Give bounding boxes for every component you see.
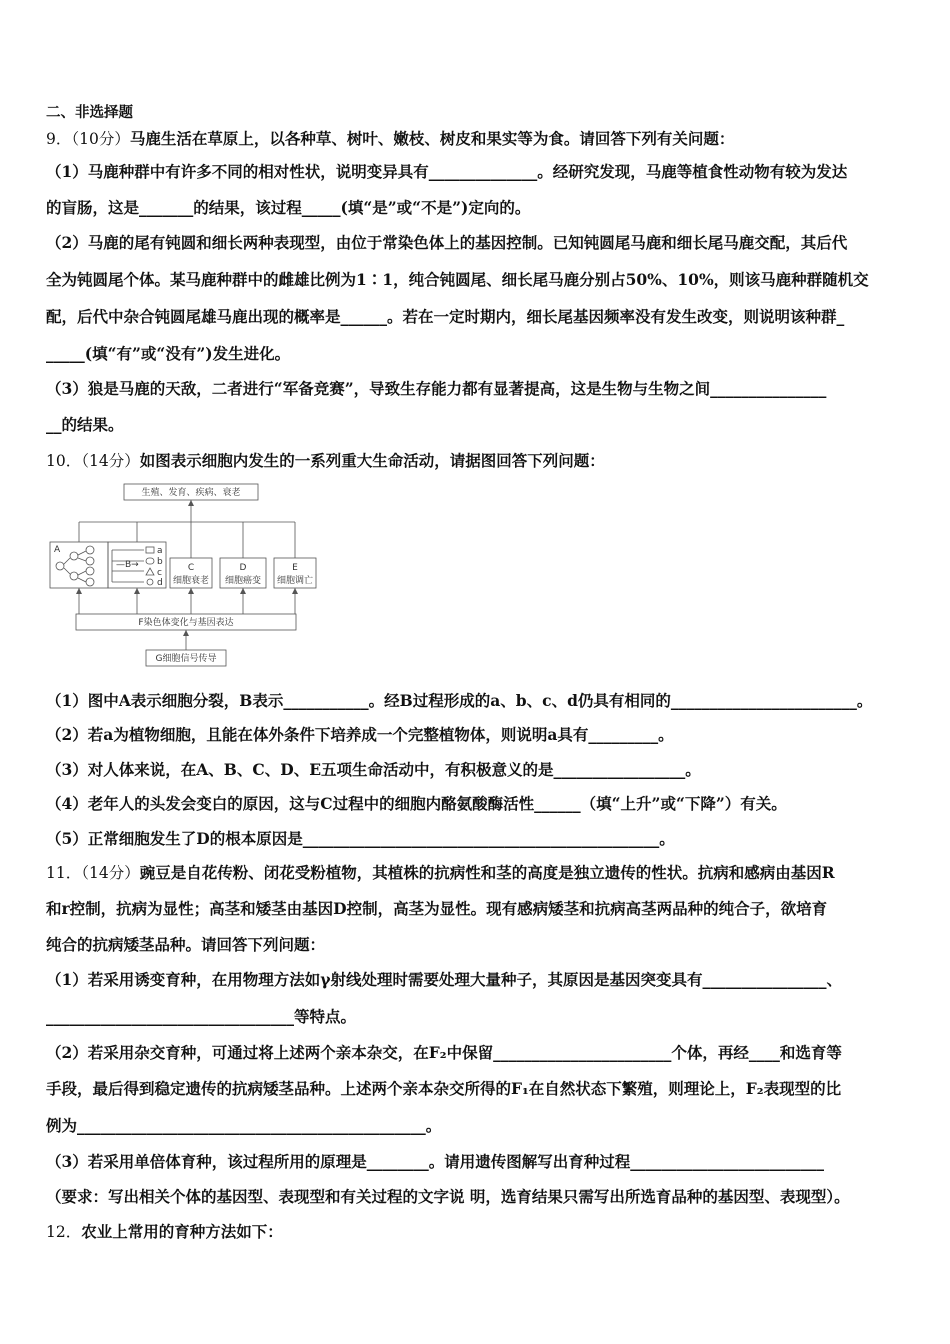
q11-intro-line3: 纯合的抗病矮茎品种。请回答下列问题： — [46, 935, 326, 954]
label-c-letter: C — [187, 563, 195, 573]
label-e-letter: E — [292, 563, 298, 573]
top-outcome-label: 生殖、发育、疾病、衰老 — [141, 488, 241, 498]
q9-part2-line1: （2）马鹿的尾有钝圆和细长两种表现型，由位于常染色体上的基因控制。已知钝圆尾马鹿和细长尾马鹿交配，其后代 — [46, 233, 848, 252]
label-d-letter: D — [239, 563, 247, 573]
q9-part3-line1: （3）狼是马鹿的天敌，二者进行“军备竞赛”，导致生存能力都有显著提高，这是生物与生物之间_______________ — [46, 379, 827, 398]
q9-part1-line2: 的盲肠，这是_______的结果，该过程_____(填“是”或“不是”)定向的。 — [46, 198, 531, 217]
q10-part2: （2）若a为植物细胞，且能在体外条件下培养成一个完整植物体，则说明a具有_________。 — [46, 725, 674, 744]
question-score: （10分） — [71, 130, 130, 148]
q11-part2-line1: （2）若采用杂交育种，可通过将上述两个亲本杂交，在F₂中保留_______________________个体，再经____和选育等 — [46, 1043, 842, 1062]
section-heading: 二、非选择题 — [46, 104, 133, 121]
question-number: 9． — [46, 130, 72, 148]
q11-part1-line2: ________________________________等特点。 — [46, 1007, 357, 1026]
q9-part2-line2: 全为钝圆尾个体。某马鹿种群中的雌雄比例为1∶1，纯合钝圆尾、细长尾马鹿分别占50%、10%，则该马鹿种群随机交 — [46, 270, 869, 289]
q10-part1: （1）图中A表示细胞分裂，B表示___________。经B过程形成的a、b、c、d仍具有相同的________________________。 — [46, 691, 873, 710]
q9-part3-line2: __的结果。 — [46, 415, 124, 434]
label-a-process: A — [54, 545, 61, 555]
label-d-cancer: 细胞癌变 — [224, 576, 262, 586]
question-score: （14分） — [81, 452, 140, 470]
question-11-intro — [46, 862, 835, 884]
question-12-intro — [46, 1221, 283, 1243]
q10-part3: （3）对人体来说，在A、B、C、D、E五项生命活动中，有积极意义的是_________________。 — [46, 760, 701, 779]
cell-b-label: b — [157, 557, 163, 567]
question-text: 农业上常用的育种方法如下： — [81, 1222, 283, 1241]
label-b-process: —B→ — [116, 560, 139, 570]
q11-part2-line3: 例为_____________________________________________。 — [46, 1116, 442, 1135]
q11-part3-line1: （3）若采用单倍体育种，该过程所用的原理是________。请用遗传图解写出育种过程_________________________ — [46, 1152, 825, 1171]
question-text: 如图表示细胞内发生的一系列重大生命活动，请据图回答下列问题： — [139, 451, 605, 470]
cell-life-activities-diagram — [46, 480, 314, 670]
label-f-gene-expression: F染色体变化与基因表达 — [138, 618, 234, 628]
question-text: 马鹿生活在草原上，以各种草、树叶、嫩枝、树皮和果实等为食。请回答下列有关问题： — [129, 129, 735, 148]
question-number: 12． — [46, 1223, 82, 1241]
question-number: 10． — [46, 452, 82, 470]
q11-part1-line1: （1）若采用诱变育种，在用物理方法如γ射线处理时需要处理大量种子，其原因是基因突变具有________________、 — [46, 970, 843, 989]
q11-part3-line2: （要求：写出相关个体的基因型、表现型和有关过程的文字说 明，选育结果只需写出所选育品种的基因型、表现型）。 — [46, 1187, 850, 1206]
q10-part5: （5）正常细胞发生了D的根本原因是______________________________________________。 — [46, 829, 675, 848]
question-9-intro — [46, 128, 734, 150]
label-e-apoptosis: 细胞调亡 — [276, 576, 314, 586]
q11-intro-line2: 和r控制，抗病为显性；高茎和矮茎由基因D控制，高茎为显性。现有感病矮茎和抗病高茎两品种的纯合子，欲培育 — [46, 899, 828, 918]
question-text: 豌豆是自花传粉、闭花受粉植物，其植株的抗病性和茎的高度是独立遗传的性状。抗病和感病由基因R — [139, 863, 835, 882]
question-score: （14分） — [81, 864, 140, 882]
label-g-signaling: G细胞信号传导 — [155, 654, 217, 664]
q9-part1-line1: （1）马鹿种群中有许多不同的相对性状，说明变异具有______________。经研究发现，马鹿等植食性动物有较为发达 — [46, 162, 848, 181]
cell-c-label: c — [157, 568, 162, 578]
question-10-intro — [46, 450, 605, 472]
q10-part4: （4）老年人的头发会变白的原因，这与C过程中的细胞内酪氨酸酶活性______（填“上升”或“下降”）有关。 — [46, 794, 787, 813]
question-number: 11． — [46, 864, 82, 882]
cell-a-label: a — [157, 546, 163, 556]
cell-d-label: d — [157, 578, 163, 588]
q9-part2-line3: 配，后代中杂合钝圆尾雄马鹿出现的概率是______。若在一定时期内，细长尾基因频率没有发生改变，则说明该种群_ — [46, 307, 845, 326]
label-c-senescence: 细胞衰老 — [172, 576, 210, 586]
q9-part2-line4: _____(填“有”或“没有”)发生进化。 — [46, 344, 291, 363]
q11-part2-line2: 手段，最后得到稳定遗传的抗病矮茎品种。上述两个亲本杂交所得的F₁在自然状态下繁殖，则理论上，F₂表现型的比 — [46, 1079, 842, 1098]
